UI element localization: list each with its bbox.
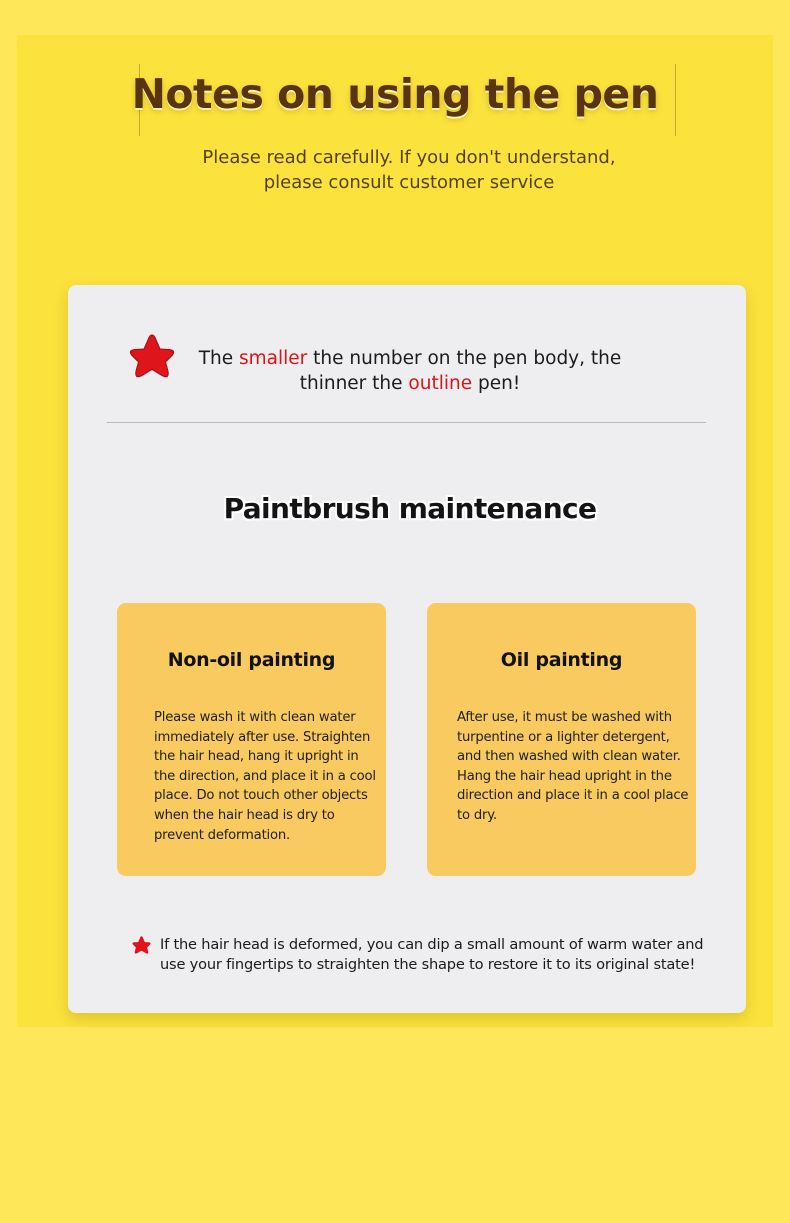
non-oil-instructions: Please wash it with clean water immediately after use. Straighten the hair head, hang it upright in the direction, and place it in a cool place. Do not touch other objects when the hair head is dry to prevent deformation. <box>154 710 376 843</box>
tip-highlight-outline: outline <box>408 373 473 394</box>
deformed-hair-tip: If the hair head is deformed, you can dip a small amount of warm water and use your fingertips to straighten the shape to restore it to its original state! <box>160 936 704 973</box>
oil-instructions: After use, it must be washed with turpentine or a lighter detergent, and then washed with clean water. Hang the hair head upright in the direction and place it in a cool place to dry. <box>457 710 689 823</box>
oil-painting-box <box>427 603 696 876</box>
non-oil-painting-box <box>117 603 386 876</box>
star-icon <box>131 935 152 955</box>
pen-number-tip <box>190 346 630 396</box>
oil-title: Oil painting <box>500 649 623 671</box>
tip-highlight-smaller: smaller <box>239 348 308 369</box>
star-icon <box>127 332 177 380</box>
non-oil-title: Non-oil painting <box>167 649 336 671</box>
tip-text-part: pen! <box>472 373 521 394</box>
page-subtitle: Please read carefully. If you don't understand, please consult customer service <box>202 147 616 193</box>
tip-text-part: The <box>198 348 240 369</box>
maintenance-title: Paintbrush maintenance <box>223 492 597 525</box>
divider <box>107 422 706 423</box>
tip-text-part: the number on the pen body, the thinner the <box>299 348 622 394</box>
page-title: Notes on using the pen <box>131 70 659 118</box>
